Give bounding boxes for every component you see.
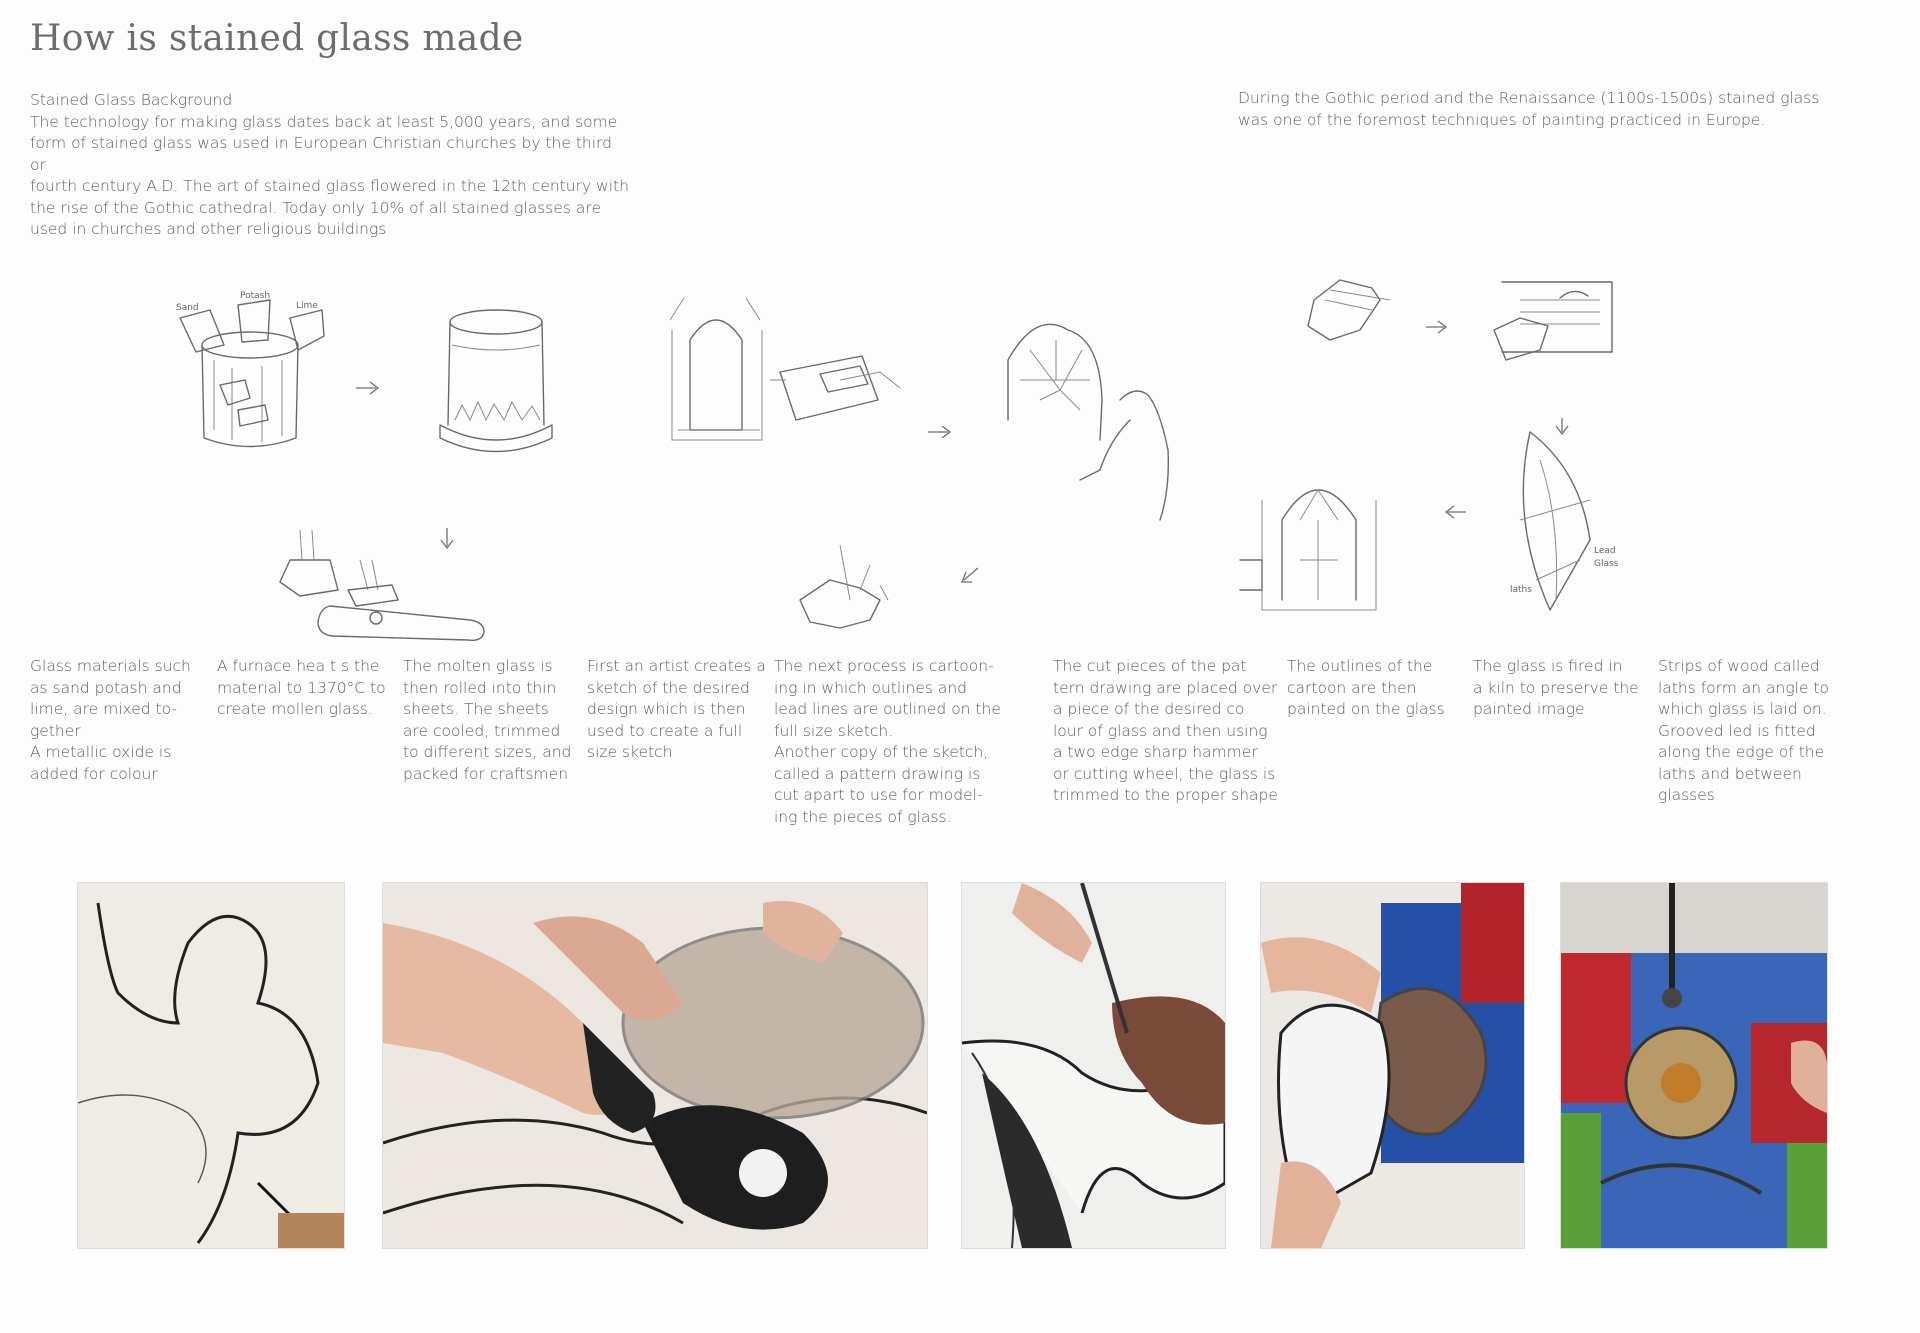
background-heading: Stained Glass Background <box>30 91 233 109</box>
arch-sketch-drawing <box>670 298 900 440</box>
caption-line: or cutting wheel, the glass is <box>1053 764 1276 783</box>
photo-leading-pieces <box>1260 882 1525 1249</box>
caption-line: lead lines are outlined on the <box>774 700 1001 718</box>
caption-line: a piece of the desired co <box>1053 700 1245 718</box>
caption-line: The glass is fired in <box>1473 657 1623 675</box>
label-glass: Glass <box>1594 559 1619 569</box>
caption-line: sheets. The sheets <box>403 700 549 718</box>
caption-line: a kiln to preserve the <box>1473 678 1639 697</box>
label-laths: laths <box>1510 585 1532 595</box>
caption-line: are cooled, trimmed <box>403 721 561 740</box>
photo-drawing-outline <box>77 882 345 1249</box>
caption-line: then rolled into thin <box>403 678 557 697</box>
photo-cutting-glass <box>382 882 928 1249</box>
caption-line: Another copy of the sketch, <box>774 743 989 761</box>
background-line: fourth century A.D. The art of stained glass flowered in the 12th century with <box>30 177 629 195</box>
caption-line: cartoon are then <box>1287 678 1417 697</box>
page-title: How is stained glass made <box>30 18 524 59</box>
caption-line: The molten glass is <box>403 657 553 675</box>
furnace-pot-sketch <box>440 310 552 452</box>
step-caption-3 <box>403 656 583 785</box>
caption-line: lime, are mixed to- <box>30 700 177 718</box>
caption-line: added for colour <box>30 764 158 783</box>
caption-line: The outlines of the <box>1287 657 1433 675</box>
rolling-glass-sketch <box>280 530 484 640</box>
background-line: form of stained glass was used in European Christian churches by the third or <box>30 134 612 174</box>
caption-line: tern drawing are placed over <box>1053 678 1278 697</box>
arrow-right-icon <box>1426 321 1446 333</box>
step-caption-5 <box>774 656 1024 828</box>
caption-line: a two edge sharp hammer <box>1053 743 1258 761</box>
arrow-down-icon <box>1556 418 1568 434</box>
label-lime: Lime <box>296 301 318 311</box>
cartoon-window-sketch <box>1008 324 1168 520</box>
caption-line: A metallic oxide is <box>30 743 172 761</box>
step-caption-8 <box>1473 656 1653 721</box>
caption-line: to different sizes, and <box>403 743 572 761</box>
step-caption-2 <box>217 656 397 721</box>
caption-line: design which is then <box>587 700 746 718</box>
step-caption-6 <box>1053 656 1283 807</box>
label-potash: Potash <box>240 291 271 301</box>
caption-line: ing in which outlines and <box>774 678 968 697</box>
arrow-left-icon <box>1446 506 1466 518</box>
arrow-right-icon <box>356 382 378 394</box>
arrow-right-icon <box>928 426 950 438</box>
caption-line: material to 1370°C to <box>217 678 386 697</box>
kiln-sketch <box>1494 282 1612 360</box>
caption-line: painted image <box>1473 700 1585 718</box>
caption-line: laths form an angle to <box>1658 678 1829 697</box>
gothic-note-line: During the Gothic period and the Renaissance (1100s-1500s) stained glass <box>1238 89 1820 107</box>
caption-line: along the edge of the <box>1658 743 1825 761</box>
caption-line: laths and between <box>1658 764 1802 783</box>
caption-line: size sketch <box>587 743 673 761</box>
caption-line: painted on the glass <box>1287 700 1445 718</box>
background-line: used in churches and other religious buildings <box>30 220 387 238</box>
caption-line: trimmed to the proper shape <box>1053 786 1278 804</box>
painting-hand-sketch <box>1308 280 1390 340</box>
caption-line: cut apart to use for model- <box>774 786 983 804</box>
background-line: The technology for making glass dates back at least 5,000 years, and some <box>30 112 618 131</box>
caption-line: packed for craftsmen <box>403 764 569 783</box>
caption-line: which glass is laid on. <box>1658 700 1827 718</box>
caption-line: First an artist creates a <box>587 657 766 675</box>
caption-line: glasses <box>1658 786 1715 804</box>
step-caption-4 <box>587 656 767 764</box>
caption-line: sketch of the desired <box>587 678 750 697</box>
label-lead: Lead <box>1594 546 1616 556</box>
caption-line: A furnace hea t s the <box>217 657 380 675</box>
caption-line: as sand potash and <box>30 678 182 697</box>
step-caption-9 <box>1658 656 1858 807</box>
arrow-down-left-icon <box>962 568 978 582</box>
caption-line: Grooved led is fitted <box>1658 721 1816 740</box>
background-line: the rise of the Gothic cathedral. Today only 10% of all stained glasses are <box>30 198 601 217</box>
step-caption-7 <box>1287 656 1467 721</box>
caption-line: full size sketch. <box>774 721 894 740</box>
gothic-note-line: was one of the foremost techniques of painting practiced in Europe. <box>1238 110 1766 129</box>
caption-line: The cut pieces of the pat <box>1053 657 1247 675</box>
hand-cutting-sketch <box>800 545 888 628</box>
caption-line: ing the pieces of glass. <box>774 807 952 826</box>
photo-finished-panel <box>1560 882 1828 1249</box>
caption-line: Glass materials such <box>30 657 191 675</box>
mixing-vessel-sketch <box>176 291 324 447</box>
arrow-down-icon <box>441 528 453 548</box>
photo-painting-glass <box>961 882 1226 1249</box>
lathing-sketch <box>1510 432 1619 610</box>
finished-window-sketch <box>1240 490 1376 610</box>
caption-line: create mollen glass. <box>217 700 373 718</box>
caption-line: used to create a full <box>587 721 743 740</box>
label-sand: Sand <box>176 303 199 313</box>
caption-line: gether <box>30 721 81 740</box>
caption-line: Strips of wood called <box>1658 657 1820 675</box>
step-caption-1 <box>30 656 200 785</box>
caption-line: called a pattern drawing is <box>774 764 981 783</box>
caption-line: The next process is cartoon- <box>774 657 994 675</box>
caption-line: lour of glass and then using <box>1053 721 1268 740</box>
